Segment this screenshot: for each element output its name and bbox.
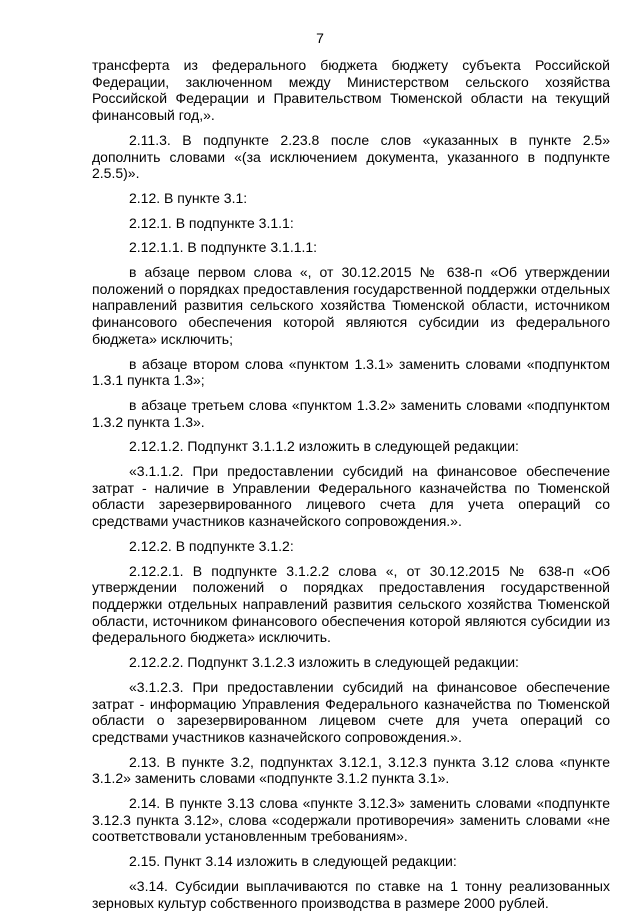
paragraph-2-12-1-1: 2.12.1.1. В подпункте 3.1.1.1: (129, 239, 318, 256)
paragraph-2-13: 2.13. В пункте 3.2, подпунктах 3.12.1, 3.12.3 пункта 3.12 слова «пункте 3.1.2» заменить словами «подпункте 3.1.2 пункта 3.1». (92, 753, 610, 787)
paragraph-first-abzac: в абзаце первом слова «, от 30.12.2015 № 638-п «Об утверждении положений о порядках предоставления государственной поддержки отдельных направлений развития сельского хозяйства Тюменской области, источником финансового обеспечения которой являются субсидии из федерального бюджета» исключить; (92, 264, 610, 347)
paragraph-2-12-2-1: 2.12.2.1. В подпункте 3.1.2.2 слова «, от 30.12.2015 № 638-п «Об утверждении положений о порядках предоставления государственной поддержки отдельных направлений развития сельского хозяйства Тюменской области, источником финансового обеспечения которой являются субсидии из федерального бюджета» исключить. (92, 562, 610, 646)
document-body (92, 57, 610, 919)
paragraph-2-12-1: 2.12.1. В подпункте 3.1.1: (129, 214, 294, 231)
paragraph-quote-3-1-2-3: «3.1.2.3. При предоставлении субсидий на финансовое обеспечение затрат - информацию Управления Федерального казначейства по Тюменской области о зарезервированном лицевом счете для учета операций со средствами участников казначейского сопровождения.». (92, 678, 610, 745)
paragraph-quote-3-14: «3.14. Субсидии выплачиваются по ставке на 1 тонну реализованных зерновых культур собственного производства в размере 2000 рублей. (92, 877, 610, 911)
paragraph-continuation: трансферта из федерального бюджета бюджету субъекта Российской Федерации, заключенном между Министерством сельского хозяйства Российской Федерации и Правительством Тюменской области на текущий финансовый год,». (92, 57, 610, 124)
paragraph-third-abzac: в абзаце третьем слова «пунктом 1.3.2» заменить словами «подпунктом 1.3.2 пункта 1.3». (92, 396, 610, 430)
paragraph-quote-3-1-1-2: «3.1.1.2. При предоставлении субсидий на финансовое обеспечение затрат - наличие в Управлении Федерального казначейства по Тюменской области зарезервированного лицевого счета для учета операций со средствами участников казначейского сопровождения.». (92, 463, 610, 530)
paragraph-2-12-2-2: 2.12.2.2. Подпункт 3.1.2.3 изложить в следующей редакции: (129, 654, 519, 671)
paragraph-2-14: 2.14. В пункте 3.13 слова «пункте 3.12.3» заменить словами «подпункте 3.12.3 пункта 3.12», слова «содержали противоречия» заменить словами «не соответствовали установленным требованиям». (92, 795, 610, 845)
paragraph-2-12-1-2: 2.12.1.2. Подпункт 3.1.1.2 изложить в следующей редакции: (129, 438, 519, 455)
paragraph-second-abzac: в абзаце втором слова «пунктом 1.3.1» заменить словами «подпунктом 1.3.1 пункта 1.3»; (92, 355, 610, 389)
paragraph-2-11-3: 2.11.3. В подпункте 2.23.8 после слов «указанных в пункте 2.5» дополнить словами «(за исключением документа, указанного в подпункте 2.5.5)». (92, 131, 610, 182)
page-number: 7 (316, 30, 324, 46)
paragraph-2-12-2: 2.12.2. В подпункте 3.1.2: (129, 537, 294, 554)
paragraph-2-12: 2.12. В пункте 3.1: (129, 189, 248, 206)
paragraph-2-15: 2.15. Пункт 3.14 изложить в следующей редакции: (129, 853, 457, 870)
